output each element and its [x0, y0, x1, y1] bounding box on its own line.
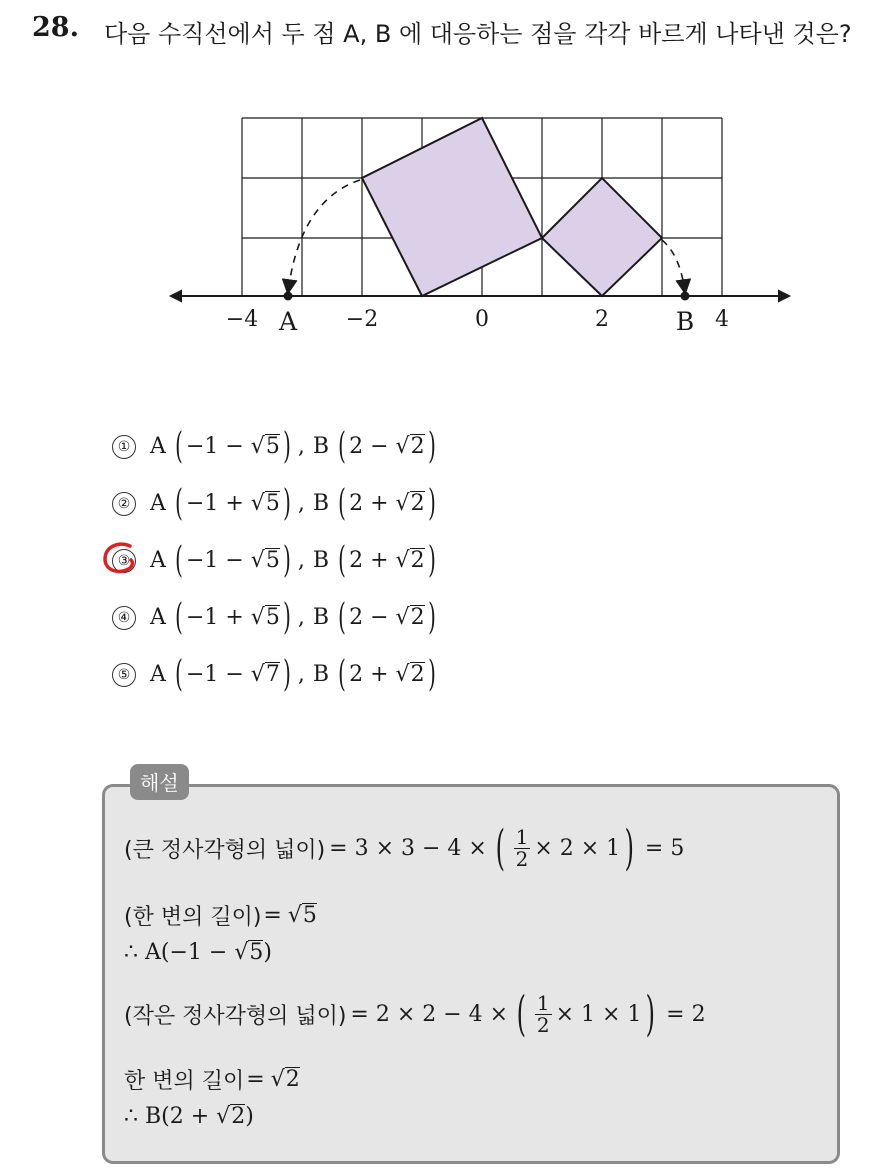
line-label: (작은 정사각형의 넓이) [124, 1003, 347, 1029]
b-expression: 2 − [349, 434, 389, 459]
point-b-name: B [312, 548, 330, 573]
small-square [542, 178, 662, 296]
a-expression: −1 − [185, 548, 244, 573]
a-expression: −1 + [185, 491, 244, 516]
choice-list [112, 418, 439, 703]
choice-5[interactable]: ⑤ A ( −1 − √ 7 ) , B ( 2 + √ 2 ) [112, 646, 439, 703]
question-number: 28. [32, 12, 79, 43]
line-label: 한 변의 길이 [124, 1069, 245, 1094]
choice-number: ③ [112, 549, 136, 573]
point-b-name: B [312, 434, 330, 459]
choice-number: ④ [112, 606, 136, 630]
tick-label-neg2: −2 [345, 307, 379, 332]
b-radicand: 2 [410, 547, 425, 573]
choice-1[interactable]: ① A ( −1 − √ 5 ) , B ( 2 − √ 2 ) [112, 418, 439, 475]
line-suffix: ) [245, 1104, 254, 1130]
point-a-name: A [150, 605, 166, 630]
radicand: 5 [302, 902, 317, 928]
point-a-name: A [150, 662, 166, 687]
tick-label-2: 2 [595, 307, 609, 332]
a-radicand: 7 [265, 661, 280, 687]
fraction-product: × 1 × 1 [555, 1001, 642, 1027]
point-a-name: A [150, 434, 166, 459]
tick-label-neg4: −4 [225, 307, 259, 332]
line-prefix: ∴ B(2 + [124, 1104, 210, 1130]
b-expression: 2 + [349, 548, 389, 573]
line-prefix: ∴ A(−1 − [124, 940, 228, 966]
b-expression: 2 + [349, 662, 389, 687]
choice-3[interactable]: ③ A ( −1 − √ 5 ) , B ( 2 + √ 2 ) [112, 532, 439, 589]
arc-to-a [288, 180, 360, 292]
point-b-name: B [312, 605, 330, 630]
choice-2[interactable]: ② A ( −1 + √ 5 ) , B ( 2 + √ 2 ) [112, 475, 439, 532]
point-b-dot [681, 292, 690, 301]
a-radicand: 5 [265, 490, 280, 516]
a-radicand: 5 [265, 604, 280, 630]
radicand: 2 [231, 1104, 246, 1129]
line-expression: = 3 × 3 − 4 × [329, 835, 487, 861]
number-line-figure [160, 100, 800, 350]
choice-number: ① [112, 435, 136, 459]
choice-number: ⑤ [112, 663, 136, 687]
explanation-line-1: (큰 정사각형의 넓이) = 3 × 3 − 4 × ( $\frac{1}{2}$ × 2 × 1 ) = 5 [124, 820, 685, 876]
explanation-tag: 해설 [130, 764, 189, 800]
choice-number: ② [112, 492, 136, 516]
explanation-line-3: ∴ A(−1 − √ 5 ) [124, 940, 272, 966]
line-label: (큰 정사각형의 넓이) [124, 837, 326, 863]
explanation-line-4: (작은 정사각형의 넓이) = 2 × 2 − 4 × ( $\frac{1}{2}$ × 1 × 1 ) = 2 [124, 986, 706, 1042]
question-text: 다음 수직선에서 두 점 A, B 에 대응하는 점을 각각 바르게 나타낸 것은? [104, 20, 852, 48]
equals: = [246, 1067, 265, 1092]
point-b-name: B [312, 491, 330, 516]
a-expression: −1 − [185, 662, 244, 687]
line-result: = 5 [644, 835, 685, 861]
choice-4[interactable]: ④ A ( −1 + √ 5 ) , B ( 2 − √ 2 ) [112, 589, 439, 646]
b-radicand: 2 [410, 604, 425, 630]
point-a-dot [284, 292, 293, 301]
arc-to-b [662, 240, 685, 292]
explanation-line-6: ∴ B(2 + √ 2 ) [124, 1104, 254, 1130]
point-a-name: A [150, 491, 166, 516]
point-a-name: A [150, 548, 166, 573]
line-label: (한 변의 길이) [124, 905, 262, 930]
point-b-name: B [312, 662, 330, 687]
explanation-line-5: 한 변의 길이 = √ 2 [124, 1064, 300, 1095]
large-square [362, 118, 542, 296]
point-b-label: B [675, 307, 695, 336]
line-suffix: ) [263, 940, 272, 966]
fraction: $\frac{1}{2}$ [536, 990, 550, 1037]
radicand: 2 [285, 1066, 300, 1092]
fraction: $\frac{1}{2}$ [515, 824, 529, 871]
b-radicand: 2 [410, 661, 425, 687]
answer-circle-mark [100, 541, 140, 577]
a-radicand: 5 [265, 433, 280, 459]
line-result: = 2 [666, 1001, 706, 1027]
equals: = [263, 903, 282, 928]
line-expression: = 2 × 2 − 4 × [350, 1001, 509, 1027]
a-expression: −1 − [185, 434, 244, 459]
fraction-product: × 2 × 1 [534, 835, 621, 861]
b-expression: 2 + [349, 491, 389, 516]
radicand: 5 [249, 940, 264, 965]
b-expression: 2 − [349, 605, 389, 630]
point-a-label: A [278, 307, 298, 336]
a-radicand: 5 [265, 547, 280, 573]
b-radicand: 2 [410, 490, 425, 516]
tick-label-4: 4 [715, 307, 729, 332]
a-expression: −1 + [185, 605, 244, 630]
explanation-line-2: (한 변의 길이) = √ 5 [124, 900, 317, 931]
b-radicand: 2 [410, 433, 425, 459]
tick-label-0: 0 [475, 307, 489, 332]
